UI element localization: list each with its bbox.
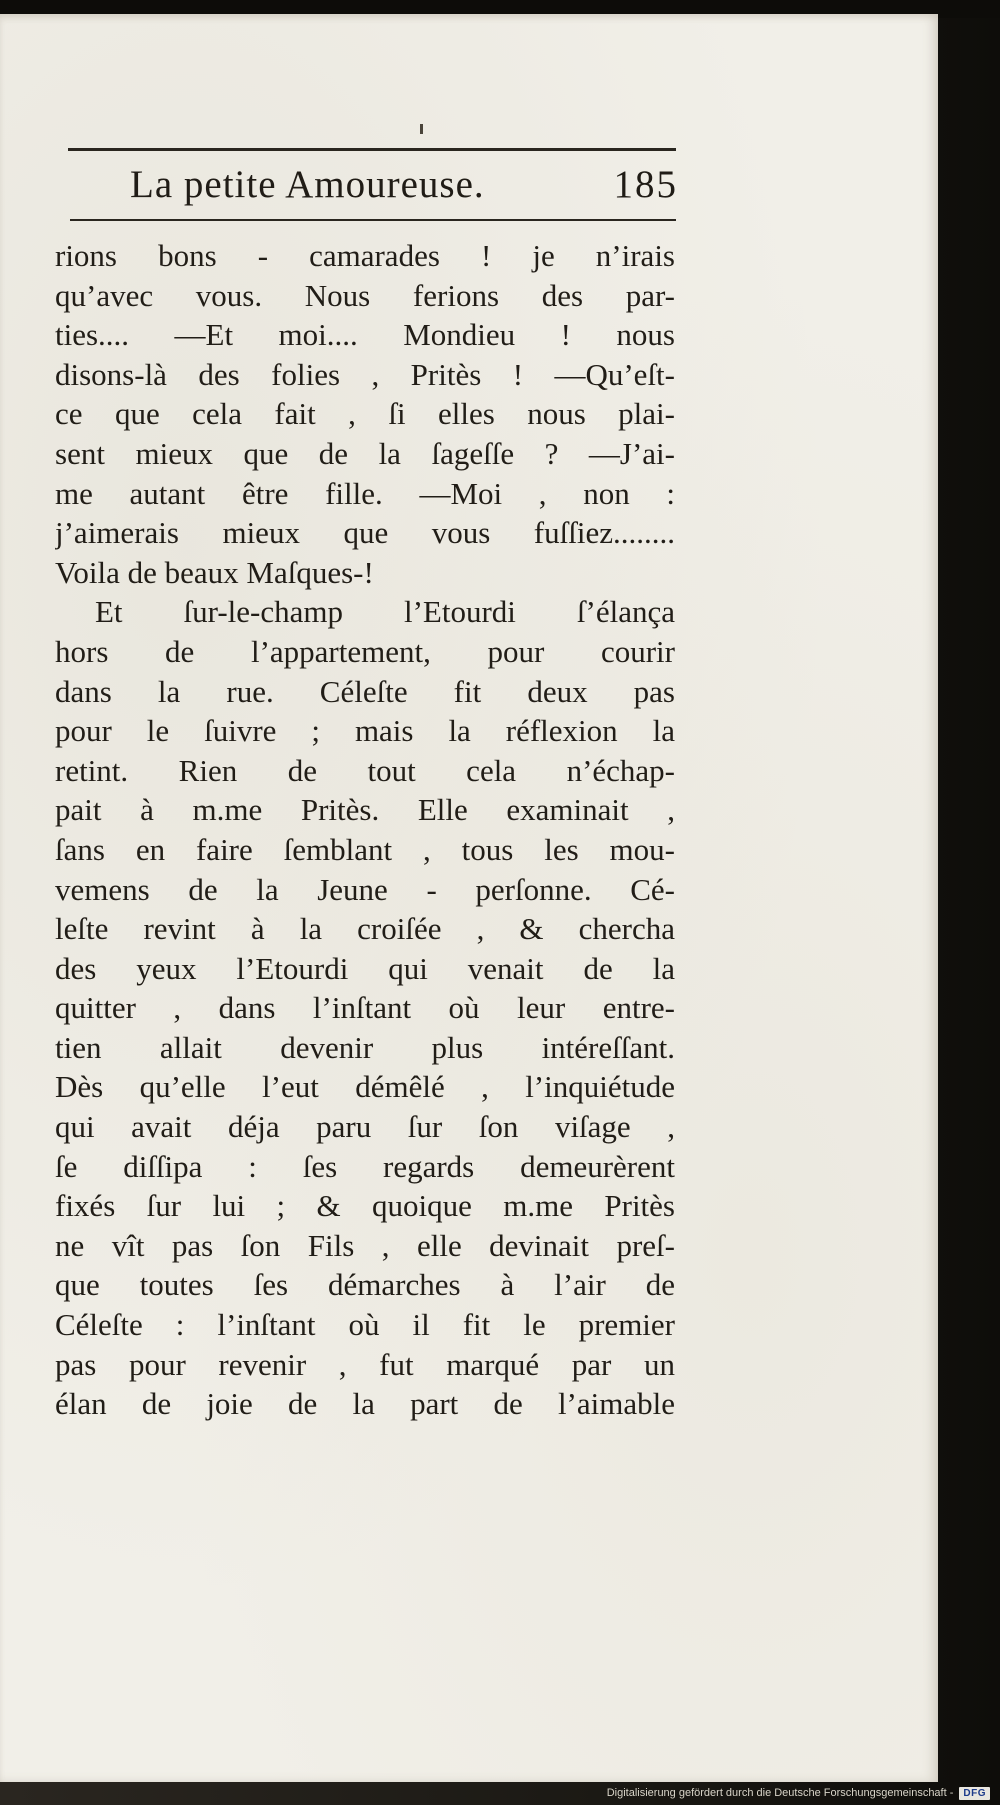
- text-line: Céleſte : l’inſtant où il fit le premier: [55, 1307, 675, 1343]
- text-line: qui avait déja paru ſur ſon viſage ,: [55, 1109, 675, 1145]
- text-line: sent mieux que de la ſageſſe ? —J’ai-: [55, 435, 675, 471]
- header-rule-bottom: [70, 219, 676, 221]
- text-line: Voila de beaux Maſques-!: [55, 554, 374, 590]
- text-line: ſe diſſipa : ſes regards demeurèrent: [55, 1148, 675, 1184]
- text-line: me autant être fille. —Moi , non :: [55, 475, 675, 511]
- text-line: dans la rue. Céleſte fit deux pas: [55, 673, 675, 709]
- text-line: quitter , dans l’inſtant où leur entre-: [55, 990, 675, 1026]
- text-line: leſte revint à la croiſée , & chercha: [55, 911, 675, 947]
- dfg-logo-icon: DFG: [959, 1787, 990, 1800]
- text-line: élan de joie de la part de l’aimable: [55, 1386, 675, 1422]
- text-line: pas pour revenir , fut marqué par un: [55, 1346, 675, 1382]
- text-line: pour le ſuivre ; mais la réflexion la: [55, 713, 675, 749]
- text-line: retint. Rien de tout cela n’échap-: [55, 752, 675, 788]
- body-text: [55, 236, 675, 1424]
- running-head: [130, 162, 678, 212]
- book-page: [0, 14, 938, 1782]
- text-line: hors de l’appartement, pour courir: [55, 633, 675, 669]
- text-line: des yeux l’Etourdi qui venait de la: [55, 950, 675, 986]
- text-line: fixés ſur lui ; & quoique m.me Pritès: [55, 1188, 675, 1224]
- text-line: tien allait devenir plus intéreſſant.: [55, 1029, 675, 1065]
- digitization-footer: [607, 1783, 990, 1803]
- funding-credit: Digitalisierung gefördert durch die Deutsche Forschungsgemeinschaft -: [606, 1787, 954, 1799]
- text-line: disons-là des folies , Pritès ! —Qu’eſt-: [55, 356, 675, 392]
- text-line: pait à m.me Pritès. Elle examinait ,: [55, 792, 675, 828]
- text-line: Et ſur-le-champ l’Etourdi ſ’élança: [95, 594, 675, 630]
- text-line: que toutes ſes démarches à l’air de: [55, 1267, 675, 1303]
- header-rule-top: [68, 148, 676, 151]
- text-line: ties.... —Et moi.... Mondieu ! nous: [55, 317, 675, 353]
- text-line: vemens de la Jeune - perſonne. Cé-: [55, 871, 675, 907]
- running-head-title: La petite Amoureuse.: [130, 163, 485, 206]
- text-line: j’aimerais mieux que vous fuſſiez........: [55, 515, 675, 551]
- text-line: Dès qu’elle l’eut démêlé , l’inquiétude: [55, 1069, 675, 1105]
- text-line: qu’avec vous. Nous ferions des par-: [55, 277, 675, 313]
- printer-mark: [420, 124, 423, 134]
- text-line: ſans en faire ſemblant , tous les mou-: [55, 831, 675, 867]
- text-line: ce que cela fait , ſi elles nous plai-: [55, 396, 675, 432]
- page-number: 185: [613, 163, 678, 206]
- text-line: ne vît pas ſon Fils , elle devinait preſ-: [55, 1227, 675, 1263]
- text-line: rions bons - camarades ! je n’irais: [55, 238, 675, 273]
